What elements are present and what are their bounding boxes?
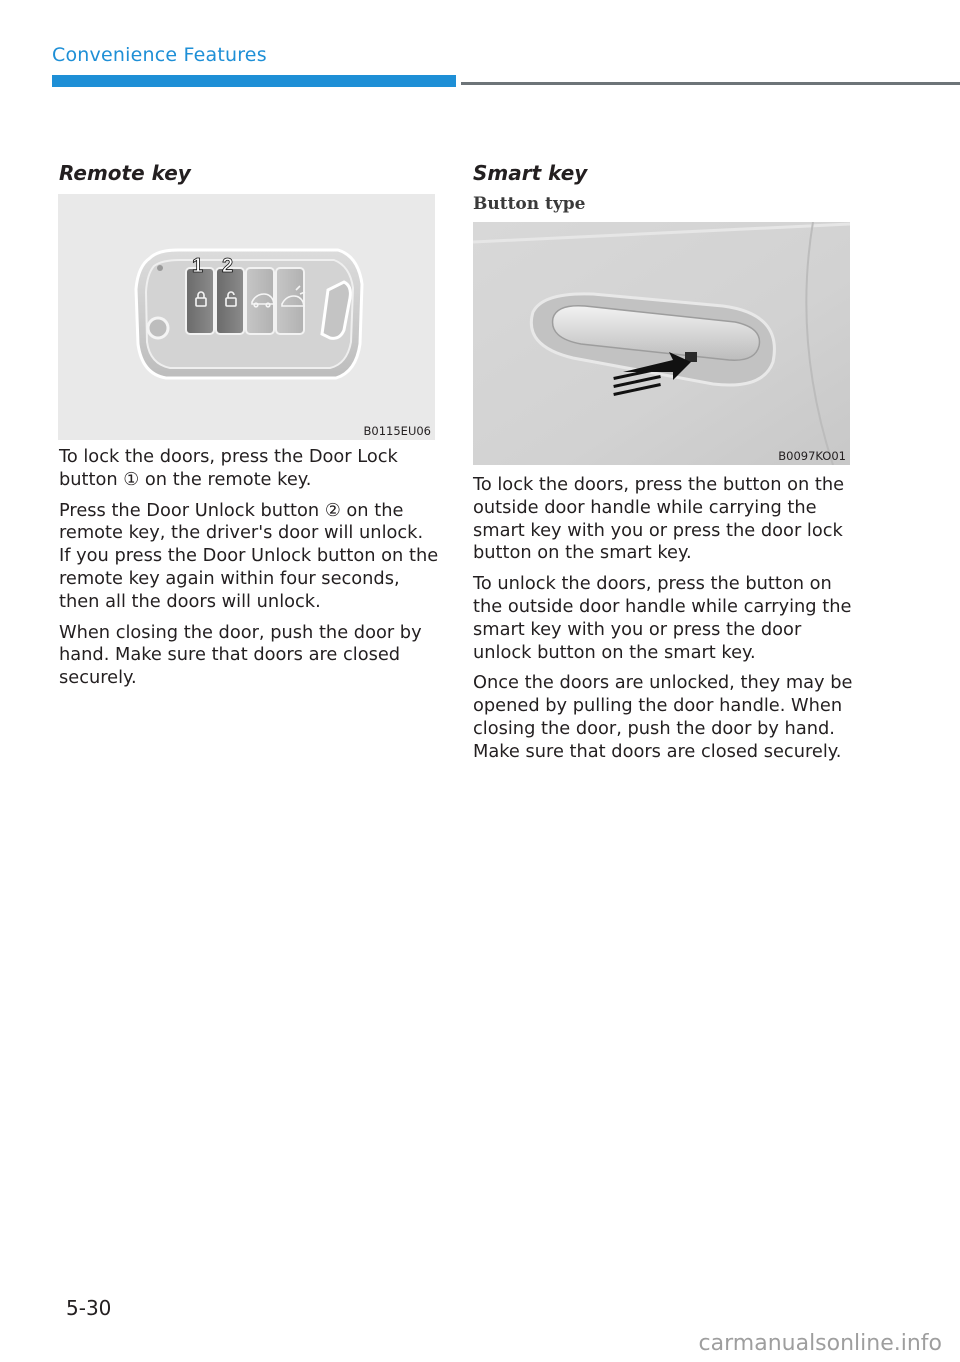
header-rule	[461, 82, 960, 85]
page-number: 5-30	[66, 1296, 112, 1320]
header-accent-bar	[52, 75, 456, 87]
smart-key-heading: Smart key	[473, 161, 588, 185]
door-handle-illustration	[473, 222, 850, 465]
figure-code: B0115EU06	[363, 424, 431, 438]
paragraph: Once the doors are unlocked, they may be opened by pulling the door handle. When closing the door, push the door by hand. Make sure that doors are closed securely.	[473, 672, 853, 762]
paragraph: Press the Door Unlock button ② on the remote key, the driver's door will unlock. If you press the Door Unlock button on the remote key again within four seconds, then all the doors will unlock.	[59, 499, 439, 612]
callout-2: 2	[222, 255, 234, 277]
remote-key-illustration	[58, 194, 435, 440]
paragraph: To lock the doors, press the Door Lock button ① on the remote key.	[59, 446, 398, 490]
paragraph: When closing the door, push the door by hand. Make sure that doors are closed securely.	[59, 621, 422, 689]
door-handle-figure	[473, 222, 850, 465]
figure-code: B0097KO01	[778, 449, 846, 463]
remote-key-figure	[58, 194, 435, 440]
remote-key-text	[59, 446, 439, 698]
section-title: Convenience Features	[52, 44, 267, 66]
remote-key-heading: Remote key	[59, 161, 191, 185]
smart-key-text	[473, 474, 858, 772]
watermark: carmanualsonline.info	[698, 1331, 942, 1356]
paragraph: To lock the doors, press the button on the outside door handle while carrying the smart key with you or press the door lock button on the smart key.	[473, 474, 845, 564]
paragraph: To unlock the doors, press the button on the outside door handle while carrying the smart key with you or press the door unlock button on the smart key.	[473, 573, 852, 663]
callout-1: 1	[192, 255, 204, 277]
button-type-subheading: Button type	[473, 194, 586, 214]
